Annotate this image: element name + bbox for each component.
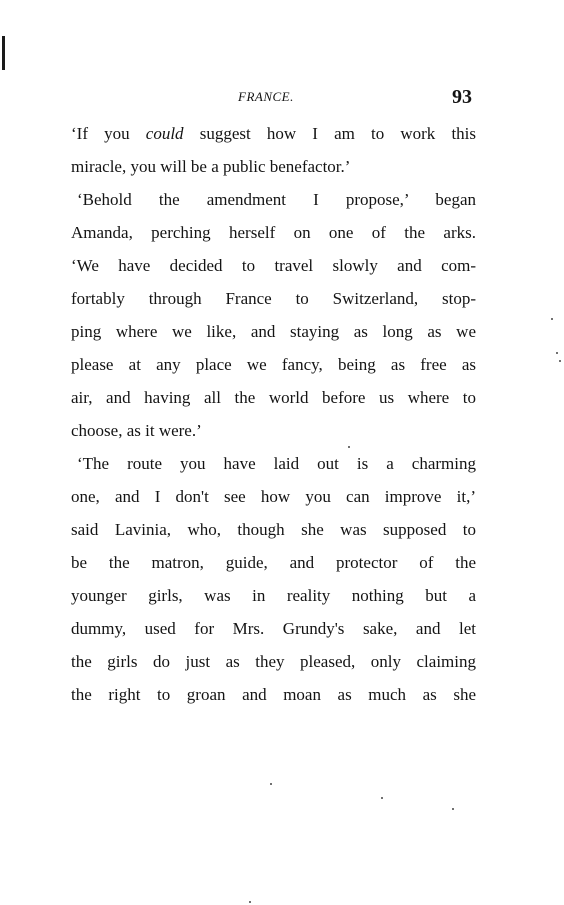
scan-speck bbox=[559, 360, 561, 362]
scan-speck bbox=[452, 808, 454, 810]
text-line: one, and I don't see how you can improve it,’ bbox=[71, 487, 476, 506]
text-line: the girls do just as they pleased, only claiming bbox=[71, 652, 476, 671]
scan-speck bbox=[249, 901, 251, 903]
text-line: the right to groan and moan as much as she bbox=[71, 685, 476, 704]
text-segment: ‘If you bbox=[71, 124, 146, 143]
running-head bbox=[0, 86, 564, 112]
running-head-title: FRANCE. bbox=[238, 89, 294, 104]
text-line: air, and having all the world before us where to bbox=[71, 388, 476, 407]
text-line: Amanda, perching herself on one of the arks. bbox=[71, 223, 476, 242]
body-text bbox=[71, 117, 476, 711]
scan-speck bbox=[381, 797, 383, 799]
scan-speck bbox=[556, 352, 558, 354]
paragraph-start-line: ‘The route you have laid out is a charming bbox=[77, 454, 476, 473]
paragraph-start-line: ‘Behold the amendment I propose,’ began bbox=[77, 190, 476, 209]
text-line: please at any place we fancy, being as free as bbox=[71, 355, 476, 374]
text-line: ‘We have decided to travel slowly and com- bbox=[71, 256, 476, 275]
emphasized-word: could bbox=[145, 124, 184, 143]
scan-speck bbox=[348, 446, 350, 448]
scan-speck bbox=[551, 318, 553, 320]
text-line: dummy, used for Mrs. Grundy's sake, and let bbox=[71, 619, 476, 638]
text-line: miracle, you will be a public benefactor.’ bbox=[71, 157, 351, 176]
text-line: younger girls, was in reality nothing but a bbox=[71, 586, 476, 605]
text-line: choose, as it were.’ bbox=[71, 421, 202, 440]
scan-speck bbox=[270, 783, 272, 785]
text-segment: suggest how I am to work this bbox=[183, 124, 476, 143]
text-line: be the matron, guide, and protector of the bbox=[71, 553, 476, 572]
text-line: ping where we like, and staying as long as we bbox=[71, 322, 476, 341]
text-line: fortably through France to Switzerland, stop- bbox=[71, 289, 476, 308]
text-line: said Lavinia, who, though she was supposed to bbox=[71, 520, 476, 539]
page-edge-mark bbox=[2, 36, 5, 70]
text-line bbox=[71, 117, 476, 150]
page-number: 93 bbox=[452, 86, 472, 108]
